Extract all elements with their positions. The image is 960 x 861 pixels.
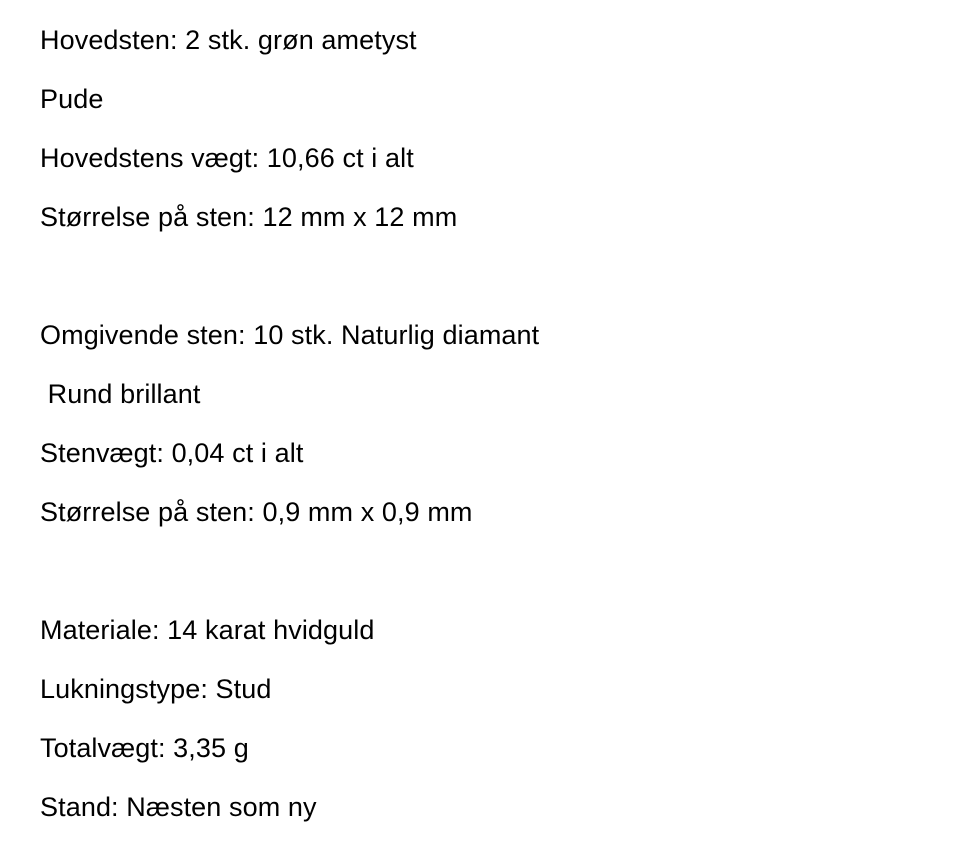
closure-type-line: Lukningstype: Stud xyxy=(40,674,272,704)
material-line: Materiale: 14 karat hvidguld xyxy=(40,615,375,645)
side-stones-cut-line: Rund brillant xyxy=(40,379,201,409)
main-stone-weight-line: Hovedstens vægt: 10,66 ct i alt xyxy=(40,143,414,173)
main-stone-line: Hovedsten: 2 stk. grøn ametyst xyxy=(40,25,417,55)
condition-line: Stand: Næsten som ny xyxy=(40,792,317,822)
side-stones-size-line: Størrelse på sten: 0,9 mm x 0,9 mm xyxy=(40,497,473,527)
total-weight-line: Totalvægt: 3,35 g xyxy=(40,733,249,763)
main-stone-cut-line: Pude xyxy=(40,84,104,114)
side-stones-line: Omgivende sten: 10 stk. Naturlig diamant xyxy=(40,320,540,350)
main-stone-size-line: Størrelse på sten: 12 mm x 12 mm xyxy=(40,202,458,232)
side-stones-weight-line: Stenvægt: 0,04 ct i alt xyxy=(40,438,304,468)
